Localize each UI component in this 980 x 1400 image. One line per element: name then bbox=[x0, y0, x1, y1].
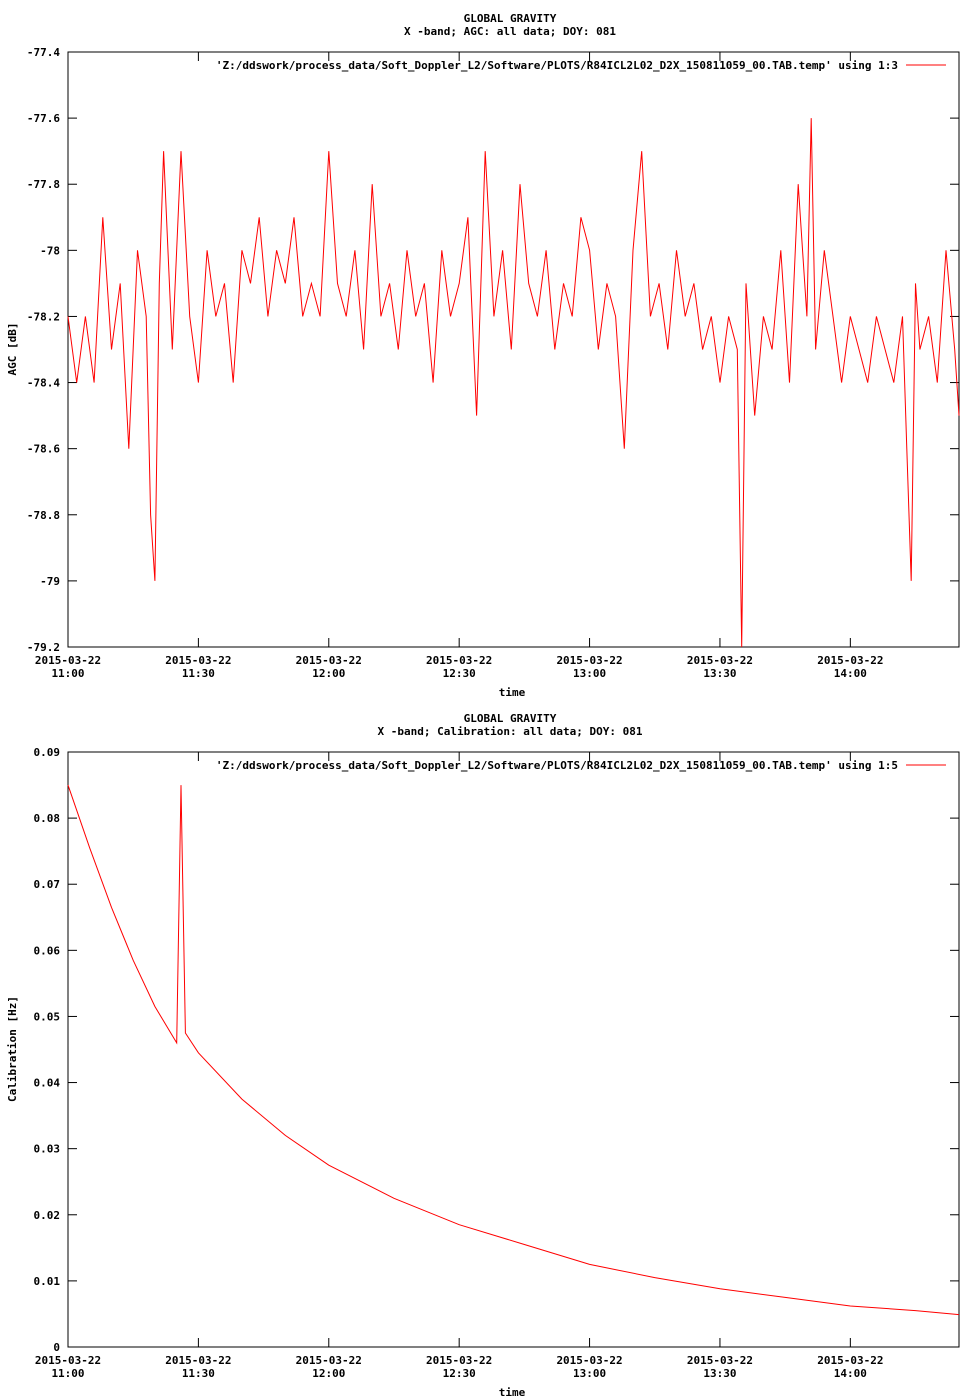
x-tick-label-time: 13:00 bbox=[572, 667, 607, 680]
x-tick-label-time: 12:00 bbox=[312, 667, 346, 680]
calibration-chart-panel bbox=[0, 700, 980, 1400]
y-tick-label: 0.06 bbox=[33, 944, 60, 958]
x-tick-label-date: 2015-03-22 bbox=[426, 1354, 493, 1367]
series-line bbox=[68, 118, 959, 647]
x-tick-label-time: 11:30 bbox=[181, 667, 215, 680]
y-tick-label: -77.6 bbox=[26, 112, 60, 126]
x-tick-label-time: 14:00 bbox=[833, 1367, 867, 1380]
legend-label: 'Z:/ddswork/process_data/Soft_Doppler_L2/Software/PLOTS/R84ICL2L02_D2X_150811059_00.TAB.temp' using 1:3 bbox=[215, 59, 898, 72]
chart-title: GLOBAL GRAVITY bbox=[463, 712, 557, 725]
x-tick-label-time: 11:00 bbox=[51, 1367, 85, 1380]
x-tick-label-time: 13:30 bbox=[703, 1367, 737, 1380]
plot-frame bbox=[68, 752, 959, 1347]
y-tick-label: -78.6 bbox=[26, 442, 60, 456]
x-tick-label-time: 13:30 bbox=[703, 667, 737, 680]
y-tick-label: -79 bbox=[40, 574, 60, 588]
y-axis-label: Calibration [Hz] bbox=[6, 996, 19, 1102]
x-tick-label-date: 2015-03-22 bbox=[817, 1354, 884, 1367]
x-tick-label-date: 2015-03-22 bbox=[556, 1354, 623, 1367]
x-tick-label-time: 13:00 bbox=[572, 1367, 607, 1380]
y-tick-label: 0.08 bbox=[33, 812, 60, 826]
y-tick-label: -78 bbox=[40, 244, 60, 258]
y-tick-label: -79.2 bbox=[26, 641, 60, 654]
y-tick-label: -77.4 bbox=[26, 46, 60, 59]
y-tick-label: -78.2 bbox=[26, 310, 60, 324]
x-tick-label-time: 12:30 bbox=[442, 1367, 476, 1380]
x-tick-label-date: 2015-03-22 bbox=[686, 1354, 754, 1367]
x-tick-label-date: 2015-03-22 bbox=[34, 1354, 102, 1367]
x-tick-label-time: 12:30 bbox=[442, 667, 476, 680]
x-tick-label-date: 2015-03-22 bbox=[295, 1354, 362, 1367]
x-tick-label-time: 11:30 bbox=[181, 1367, 215, 1380]
y-tick-label: 0.09 bbox=[33, 746, 60, 759]
y-tick-label: 0.02 bbox=[33, 1208, 60, 1222]
x-axis-label: time bbox=[498, 686, 526, 699]
x-tick-label-time: 12:00 bbox=[312, 1367, 346, 1380]
y-tick-label: 0.03 bbox=[33, 1142, 60, 1156]
y-tick-label: 0.07 bbox=[33, 878, 60, 892]
legend-label: 'Z:/ddswork/process_data/Soft_Doppler_L2/Software/PLOTS/R84ICL2L02_D2X_150811059_00.TAB.temp' using 1:5 bbox=[215, 759, 898, 772]
chart-title: GLOBAL GRAVITY bbox=[463, 12, 557, 25]
x-tick-label-time: 11:00 bbox=[51, 667, 85, 680]
x-tick-label-date: 2015-03-22 bbox=[426, 654, 493, 667]
x-tick-label-date: 2015-03-22 bbox=[165, 654, 232, 667]
y-tick-label: -78.8 bbox=[26, 508, 60, 522]
x-tick-label-date: 2015-03-22 bbox=[556, 654, 623, 667]
y-axis-label: AGC [dB] bbox=[6, 322, 19, 376]
x-axis-label: time bbox=[498, 1386, 526, 1399]
y-tick-label: 0.01 bbox=[33, 1274, 60, 1288]
calibration-chart-svg bbox=[0, 700, 980, 1400]
y-tick-label: -77.8 bbox=[26, 178, 60, 192]
y-tick-label: 0.05 bbox=[33, 1010, 60, 1024]
y-tick-label: -78.4 bbox=[26, 376, 60, 390]
plot-frame bbox=[68, 52, 959, 647]
y-tick-label: 0 bbox=[53, 1341, 60, 1354]
x-tick-label-time: 14:00 bbox=[833, 667, 867, 680]
series-line bbox=[68, 785, 959, 1315]
chart-subtitle: X -band; Calibration: all data; DOY: 081 bbox=[377, 725, 643, 738]
x-tick-label-date: 2015-03-22 bbox=[817, 654, 884, 667]
x-tick-label-date: 2015-03-22 bbox=[34, 654, 102, 667]
x-tick-label-date: 2015-03-22 bbox=[295, 654, 362, 667]
chart-subtitle: X -band; AGC: all data; DOY: 081 bbox=[404, 25, 616, 38]
x-tick-label-date: 2015-03-22 bbox=[165, 1354, 232, 1367]
y-tick-label: 0.04 bbox=[33, 1076, 60, 1090]
x-tick-label-date: 2015-03-22 bbox=[686, 654, 754, 667]
